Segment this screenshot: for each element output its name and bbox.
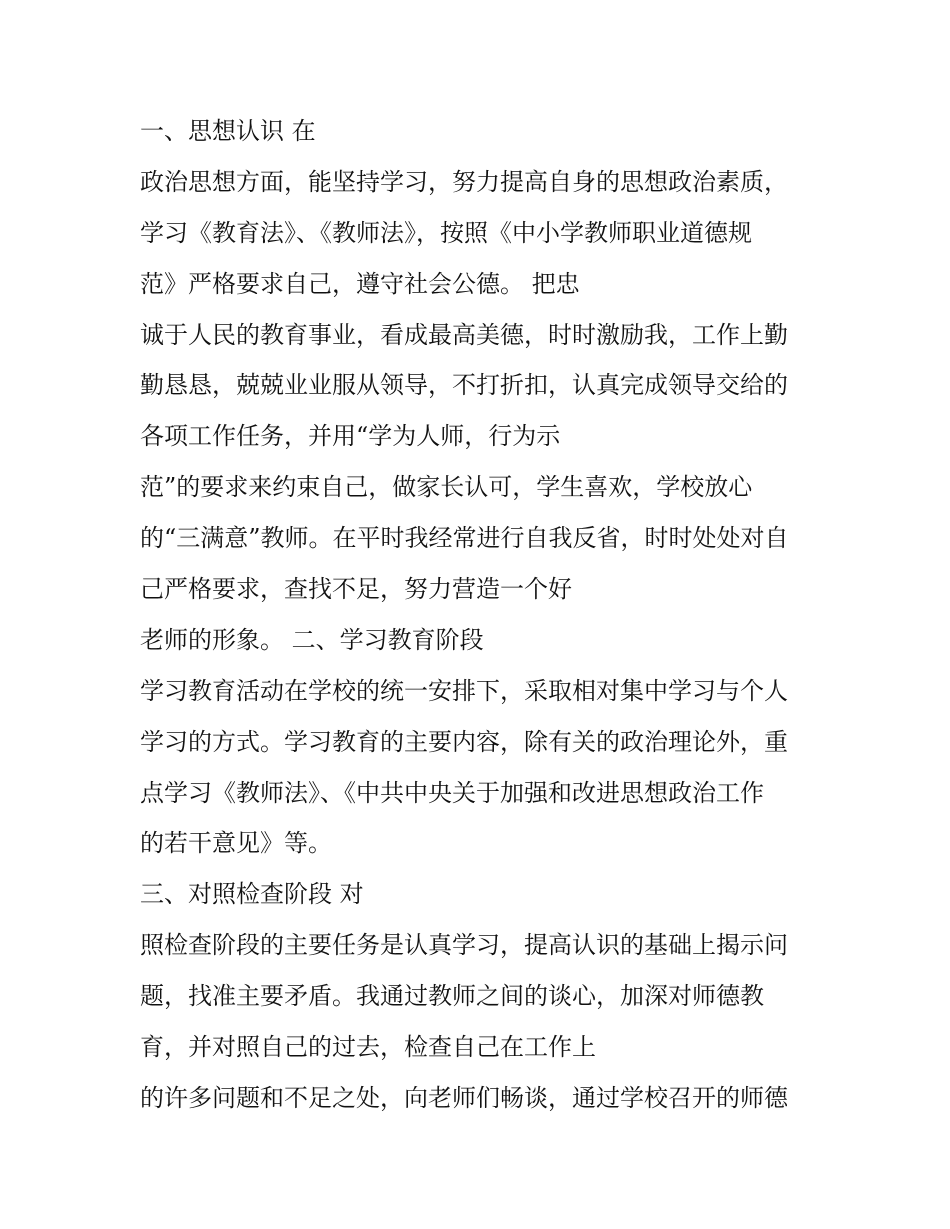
text-line: 点学习《教师法》、《中共中央关于加强和改进思想政治工作 [140, 778, 764, 807]
text-line: 范”的要求来约束自己，做家长认可，学生喜欢，学校放心 [140, 473, 753, 502]
text-line: 一、思想认识 在 [140, 117, 316, 145]
text-line: 范》严格要求自己，遵守社会公德。 把忠 [140, 269, 580, 298]
text-line: 各项工作任务，并用“学为人师，行为示 [140, 422, 561, 451]
text-line: 政治思想方面，能坚持学习，努力提高自身的思想政治素质， [140, 167, 788, 196]
text-line: 学习《教育法》、《教师法》，按照《中小学教师职业道德规 [140, 218, 752, 247]
document-body [140, 106, 830, 1124]
text-line: 学习教育活动在学校的统一安排下，采取相对集中学习与个人 [140, 676, 788, 705]
text-line: 的“三满意”教师。在平时我经常进行自我反省，时时处处对自 [140, 524, 789, 553]
text-line: 学习的方式。学习教育的主要内容，除有关的政治理论外，重 [140, 727, 788, 756]
text-line: 三、对照检查阶段 对 [140, 880, 364, 909]
text-line: 育，并对照自己的过去，检查自己在工作上 [140, 1033, 596, 1062]
text-line: 诚于人民的教育事业，看成最高美德，时时激励我，工作上勤 [140, 320, 788, 349]
text-line: 的许多问题和不足之处，向老师们畅谈，通过学校召开的师德 [140, 1083, 788, 1112]
text-line: 题，找准主要矛盾。我通过教师之间的谈心，加深对师德教 [140, 982, 764, 1011]
text-line: 己严格要求，查找不足，努力营造一个好 [140, 575, 572, 604]
text-line: 老师的形象。 二、学习教育阶段 [140, 625, 484, 654]
text-line: 的若干意见》等。 [140, 829, 332, 858]
text-line: 照检查阶段的主要任务是认真学习，提高认识的基础上揭示问 [140, 931, 788, 960]
text-line: 勤恳恳，兢兢业业服从领导，不打折扣，认真完成领导交给的 [140, 371, 788, 400]
